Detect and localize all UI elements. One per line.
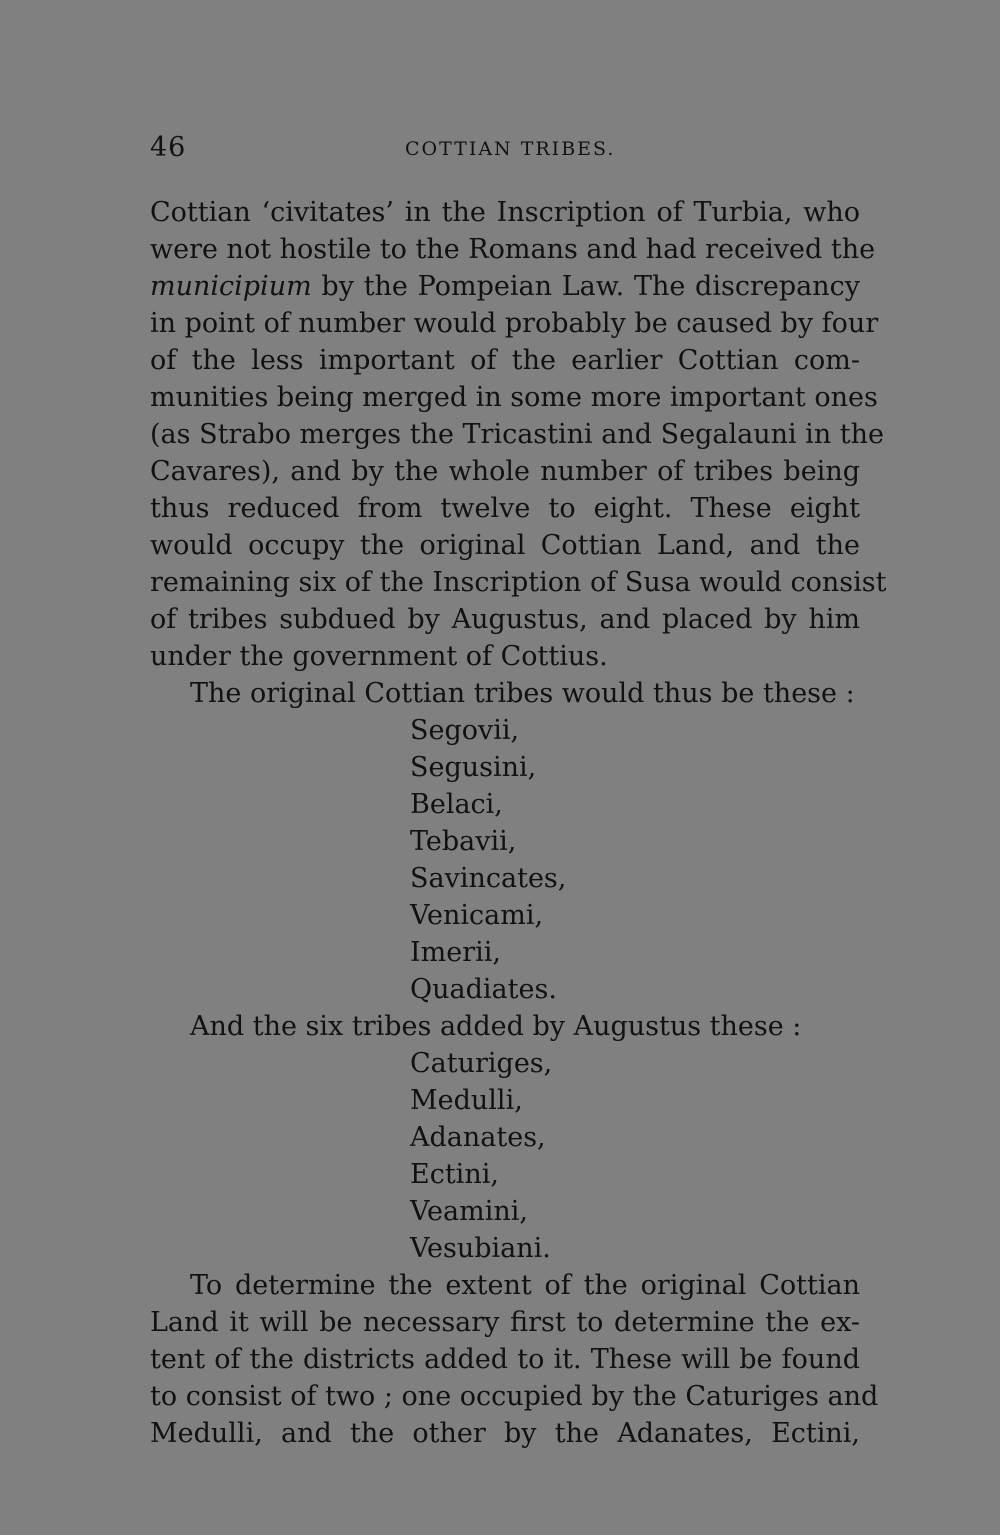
tribe-name: Medulli, — [410, 1085, 523, 1116]
paragraph-line — [150, 268, 860, 305]
paragraph-line: in point of number would probably be caused by four — [150, 308, 879, 339]
paragraph-line: of tribes subdued by Augustus, and placed by him — [150, 604, 860, 635]
paragraph-line: Cavares), and by the whole number of tribes being — [150, 456, 860, 487]
tribe-name: Caturiges, — [410, 1048, 553, 1079]
paragraph-line: were not hostile to the Romans and had received the — [150, 234, 876, 265]
tribe-name: Segusini, — [410, 752, 537, 783]
paragraph-line-text: by the Pompeian Law. The discrepancy — [321, 271, 860, 302]
tribe-name: Savincates, — [410, 863, 567, 894]
paragraph-line: to consist of two ; one occupied by the Caturiges and — [150, 1381, 879, 1412]
paragraph-line: Land it will be necessary first to determine the ex- — [150, 1307, 860, 1338]
paragraph-line: Medulli, and the other by the Adanates, Ectini, — [150, 1418, 860, 1449]
paragraph-line: under the government of Cottius. — [150, 641, 608, 672]
paragraph-line: (as Strabo merges the Tricastini and Segalauni in the — [150, 419, 885, 450]
tribe-name: Quadiates. — [410, 974, 557, 1005]
tribe-name: Veamini, — [410, 1196, 528, 1227]
paragraph-line: remaining six of the Inscription of Susa would consist — [150, 567, 887, 598]
list-intro: The original Cottian tribes would thus be these : — [190, 678, 855, 709]
paragraph-line: would occupy the original Cottian Land, and the — [150, 530, 860, 561]
paragraph-line: To determine the extent of the original Cottian — [190, 1270, 860, 1301]
paragraph-line: of the less important of the earlier Cottian com- — [150, 345, 860, 376]
page-number: 46 — [150, 132, 187, 163]
paragraph-line: Cottian ‘civitates’ in the Inscription of Turbia, who — [150, 197, 860, 228]
tribe-name: Venicami, — [410, 900, 544, 931]
page-header — [150, 132, 860, 168]
tribe-name: Segovii, — [410, 715, 520, 746]
paragraph-line: tent of the districts added to it. These will be found — [150, 1344, 860, 1375]
list-intro: And the six tribes added by Augustus these : — [190, 1011, 802, 1042]
paragraph-line: thus reduced from twelve to eight. These eight — [150, 493, 860, 524]
paragraph-line: munities being merged in some more important ones — [150, 382, 878, 413]
tribe-name: Tebavii, — [410, 826, 517, 857]
tribe-name: Vesubiani. — [410, 1233, 551, 1264]
tribe-name: Adanates, — [410, 1122, 546, 1153]
tribe-name: Imerii, — [410, 937, 502, 968]
tribe-name: Belaci, — [410, 789, 503, 820]
running-title: COTTIAN TRIBES. — [405, 138, 616, 160]
italic-term: municipium — [150, 271, 312, 302]
tribe-name: Ectini, — [410, 1159, 499, 1190]
